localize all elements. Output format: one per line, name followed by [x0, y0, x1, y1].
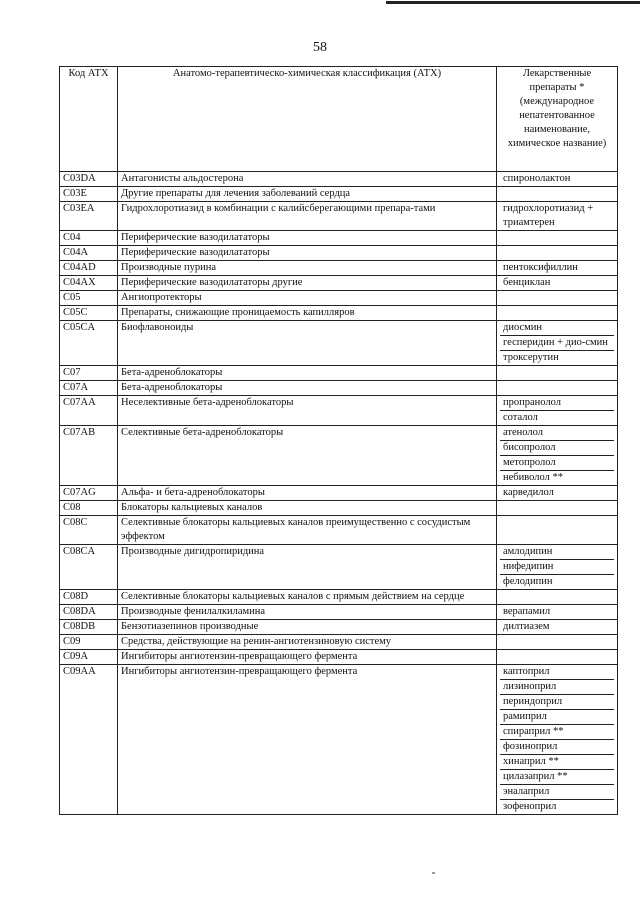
atx-name-cell: Производные фенилалкиламина [118, 605, 497, 620]
atx-name-cell: Ангиопротекторы [118, 291, 497, 306]
drugs-cell [497, 246, 618, 261]
atx-code-cell: C03EA [60, 202, 118, 231]
drugs-cell [497, 545, 618, 590]
drug-item: карведилол [503, 487, 554, 498]
table-row [60, 261, 618, 276]
atx-name-cell: Ингибиторы ангиотензин-превращающего фермента [118, 665, 497, 815]
atx-name-cell: Селективные блокаторы кальциевых каналов преимущественно с сосудистым эффектом [118, 516, 497, 545]
table-row [60, 276, 618, 291]
atx-name-cell: Биофлавоноиды [118, 321, 497, 366]
table-row [60, 620, 618, 635]
drugs-cell [497, 366, 618, 381]
atx-code-cell: C07AB [60, 426, 118, 486]
header-drugs: Лекарственные препараты * (международное непатентованное наименование, химическое название) [497, 67, 618, 172]
atx-code-cell: C05CA [60, 321, 118, 366]
table-row [60, 202, 618, 231]
atx-name-cell: Антагонисты альдостерона [118, 172, 497, 187]
drug-item: соталол [503, 412, 538, 423]
drug-item: цилазаприл ** [500, 770, 614, 785]
atx-name-cell: Ингибиторы ангиотензин-превращающего фермента [118, 650, 497, 665]
atx-name-cell: Селективные блокаторы кальциевых каналов с прямым действием на сердце [118, 590, 497, 605]
drug-item: эналаприл [500, 785, 614, 800]
atx-name-cell: Средства, действующие на ренин-ангиотензиновую систему [118, 635, 497, 650]
atx-name-cell: Селективные бета-адреноблокаторы [118, 426, 497, 486]
atx-name-cell: Неселективные бета-адреноблокаторы [118, 396, 497, 426]
drug-item: троксерутин [503, 352, 559, 363]
table-row [60, 650, 618, 665]
drug-item: каптоприл [500, 665, 614, 680]
atx-code-cell: C04AX [60, 276, 118, 291]
table-row [60, 665, 618, 815]
atx-name-cell: Другие препараты для лечения заболеваний сердца [118, 187, 497, 202]
header-code: Код АТХ [60, 67, 118, 172]
atx-code-cell: C04 [60, 231, 118, 246]
atx-code-cell: C09 [60, 635, 118, 650]
table-row [60, 501, 618, 516]
drug-item: метопролол [500, 456, 614, 471]
drug-item: фелодипин [503, 576, 553, 587]
atx-code-cell: C05C [60, 306, 118, 321]
page-number: 58 [313, 40, 327, 55]
table-header-row [60, 67, 618, 172]
drug-item: бенциклан [503, 277, 551, 288]
table-row [60, 590, 618, 605]
atx-code-cell: C05 [60, 291, 118, 306]
drugs-cell [497, 635, 618, 650]
atx-code-cell: C07A [60, 381, 118, 396]
atx-code-cell: C07 [60, 366, 118, 381]
scan-mark [432, 872, 435, 874]
drugs-cell [497, 261, 618, 276]
table-row [60, 545, 618, 590]
drug-item: зофеноприл [503, 801, 557, 812]
drugs-cell [497, 650, 618, 665]
table-row [60, 605, 618, 620]
atx-code-cell: C04A [60, 246, 118, 261]
table-row [60, 306, 618, 321]
atx-name-cell: Периферические вазодилататоры другие [118, 276, 497, 291]
drug-item: бисопролол [500, 441, 614, 456]
atx-name-cell: Производные дигидропиридина [118, 545, 497, 590]
drug-item: небиволол ** [503, 472, 563, 483]
drug-item: лизиноприл [500, 680, 614, 695]
table-row [60, 516, 618, 545]
table-row [60, 396, 618, 426]
drugs-cell [497, 501, 618, 516]
drugs-cell [497, 396, 618, 426]
table-row [60, 635, 618, 650]
atx-name-cell: Бета-адреноблокаторы [118, 366, 497, 381]
table-row [60, 231, 618, 246]
table-row [60, 172, 618, 187]
atx-name-cell: Периферические вазодилататоры [118, 246, 497, 261]
atx-name-cell: Периферические вазодилататоры [118, 231, 497, 246]
atx-name-cell: Бета-адреноблокаторы [118, 381, 497, 396]
drug-item: периндоприл [500, 695, 614, 710]
atx-name-cell: Альфа- и бета-адреноблокаторы [118, 486, 497, 501]
table-row [60, 321, 618, 366]
drug-item: гесперидин + дио-смин [500, 336, 614, 351]
drug-item: хинаприл ** [500, 755, 614, 770]
drugs-cell [497, 381, 618, 396]
drug-item: фозиноприл [500, 740, 614, 755]
table-row [60, 486, 618, 501]
drugs-cell [497, 620, 618, 635]
drugs-cell [497, 306, 618, 321]
drug-item: спираприл ** [500, 725, 614, 740]
drug-item: пропранолол [500, 396, 614, 411]
table-row [60, 246, 618, 261]
drugs-cell [497, 291, 618, 306]
table-body [60, 172, 618, 815]
atx-code-cell: C08DA [60, 605, 118, 620]
atx-classification-table [59, 66, 618, 815]
table-row [60, 366, 618, 381]
atx-code-cell: C09A [60, 650, 118, 665]
atx-code-cell: C03E [60, 187, 118, 202]
top-rule [386, 1, 640, 4]
drugs-cell [497, 321, 618, 366]
atx-code-cell: C04AD [60, 261, 118, 276]
drugs-cell [497, 590, 618, 605]
drugs-cell [497, 276, 618, 291]
drugs-cell [497, 665, 618, 815]
atx-name-cell: Препараты, снижающие проницаемость капилляров [118, 306, 497, 321]
drug-item: нифедипин [500, 560, 614, 575]
drugs-cell [497, 172, 618, 187]
drugs-cell [497, 426, 618, 486]
drugs-cell [497, 231, 618, 246]
atx-code-cell: C07AG [60, 486, 118, 501]
atx-name-cell: Гидрохлоротиазид в комбинации с калийсберегающими препара-тами [118, 202, 497, 231]
atx-code-cell: C08CA [60, 545, 118, 590]
atx-code-cell: C08C [60, 516, 118, 545]
atx-name-cell: Блокаторы кальциевых каналов [118, 501, 497, 516]
drug-item: диосмин [500, 321, 614, 336]
drug-item: рамиприл [500, 710, 614, 725]
drug-item: гидрохлоротиазид + триамтерен [503, 203, 594, 228]
drug-item: амлодипин [500, 545, 614, 560]
table-row [60, 381, 618, 396]
drug-item: спиронолактон [503, 173, 571, 184]
drug-item: дилтиазем [503, 621, 550, 632]
drugs-cell [497, 486, 618, 501]
atx-code-cell: C08D [60, 590, 118, 605]
drug-item: атенолол [500, 426, 614, 441]
atx-code-cell: C08DB [60, 620, 118, 635]
table-row [60, 187, 618, 202]
atx-code-cell: C07AA [60, 396, 118, 426]
atx-code-cell: C08 [60, 501, 118, 516]
atx-code-cell: C03DA [60, 172, 118, 187]
atx-name-cell: Бензотиазепинов производные [118, 620, 497, 635]
table-row [60, 426, 618, 486]
header-classification: Анатомо-терапевтическо-химическая классификация (АТХ) [118, 67, 497, 172]
atx-name-cell: Производные пурина [118, 261, 497, 276]
table-row [60, 291, 618, 306]
drug-item: верапамил [503, 606, 551, 617]
drugs-cell [497, 202, 618, 231]
drug-item: пентоксифиллин [503, 262, 578, 273]
drugs-cell [497, 605, 618, 620]
atx-code-cell: C09AA [60, 665, 118, 815]
drugs-cell [497, 516, 618, 545]
drugs-cell [497, 187, 618, 202]
